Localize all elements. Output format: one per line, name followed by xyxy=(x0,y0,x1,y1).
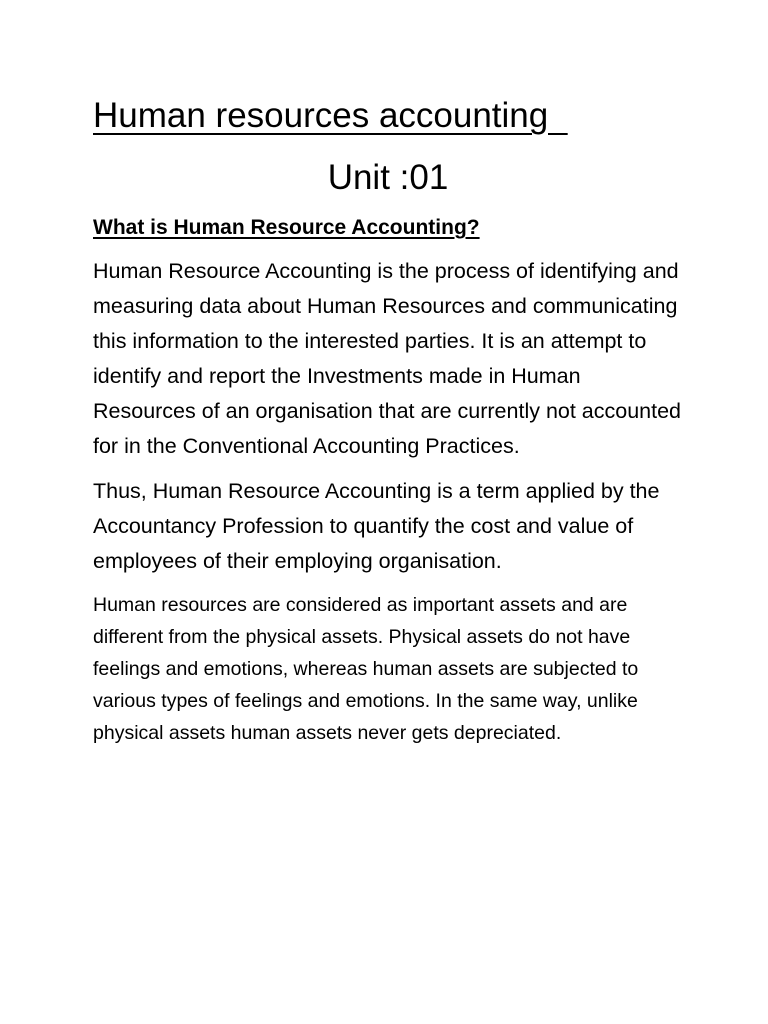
document-title: Human resources accounting xyxy=(93,96,568,135)
document-content xyxy=(93,90,683,749)
paragraph-definition: Human Resource Accounting is the process of identifying and measuring data about Human Resources and communicating this information to the interested parties. It is an attempt to identify and report the Investments made in Human Resources of an organisation that are currently not accounted for in the Conventional Accounting Practices. xyxy=(93,259,682,458)
paragraph-assets: Human resources are considered as important assets and are different from the physical assets. Physical assets do not have feelings and emotions, whereas human assets are subjected to various types of feelings and emotions. In the same way, unlike physical assets human assets never gets depreciated. xyxy=(93,594,639,744)
section-question-heading: What is Human Resource Accounting? xyxy=(93,216,480,239)
unit-heading: Unit :01 xyxy=(327,158,449,197)
paragraph-term: Thus, Human Resource Accounting is a term applied by the Accountancy Profession to quantify the cost and value of employees of their employing organisation. xyxy=(93,479,660,573)
